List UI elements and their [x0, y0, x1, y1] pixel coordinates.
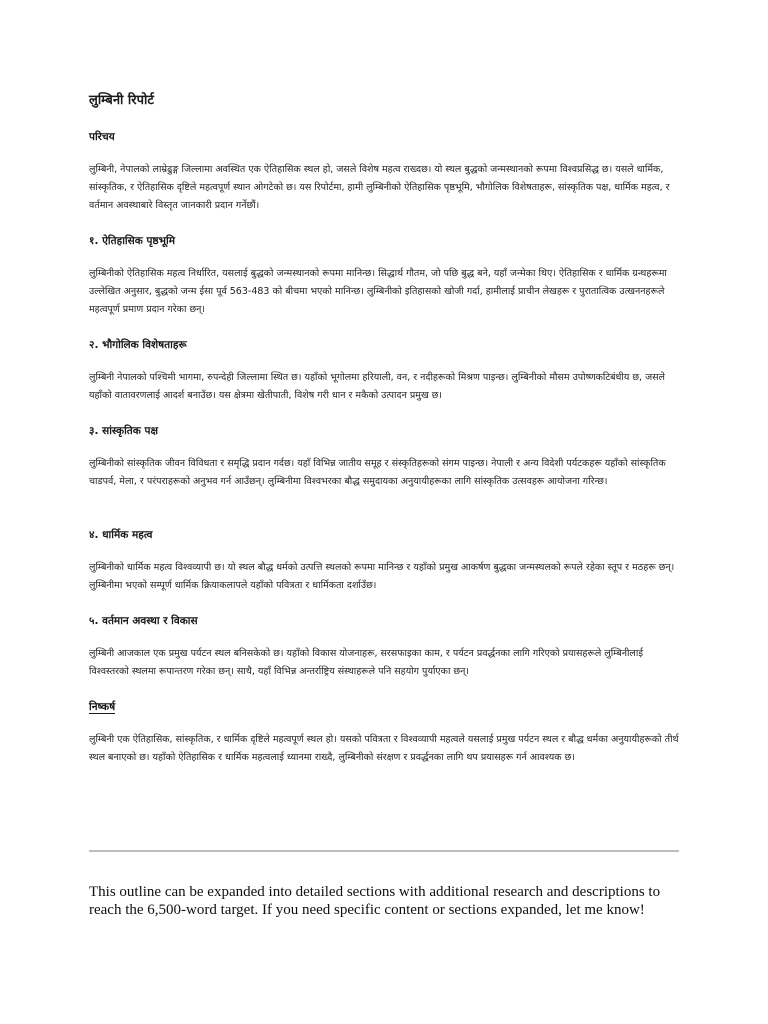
- section-historical-background: [89, 233, 679, 319]
- section-religion: [89, 527, 679, 595]
- section-introduction: [89, 129, 679, 215]
- section-body: लुम्बिनी आजकाल एक प्रमुख पर्यटन स्थल बनिसकेको छ। यहाँको विकास योजनाहरू, सरसफाइका काम, र पर्यटन प्रवर्द्धनका लागि गरिएको प्रयासहरूले लुम्बिनीलाई विश्वस्तरको स्थलमा रूपान्तरण गरेका छन्। साथै, यहाँ विभिन्न अन्तर्राष्ट्रिय संस्थाहरूले पनि सहयोग पुर्याएका छन्।: [89, 648, 643, 677]
- section-heading-text: निष्कर्ष: [89, 701, 116, 713]
- section-heading: ३. सांस्कृतिक पक्ष: [89, 425, 158, 437]
- document-title: लुम्बिनी रिपोर्ट: [89, 93, 154, 108]
- section-heading: १. ऐतिहासिक पृष्ठभूमि: [89, 235, 175, 247]
- section-heading: [89, 699, 679, 715]
- section-body: लुम्बिनीको सांस्कृतिक जीवन विविधता र समृद्धि प्रदान गर्दछ। यहाँ विभिन्न जातीय समूह र संस्कृतिहरूको संगम पाइन्छ। नेपाली र अन्य विदेशी पर्यटकहरू यहाँको सांस्कृतिक चाडपर्व, मेला, र परंपराहरूको अनुभव गर्न आउँछन्। लुम्बिनीमा विश्वभरका बौद्ध समुदायका अनुयायीहरूका लागि सांस्कृतिक उत्सवहरू आयोजना गरिन्छ।: [89, 458, 666, 487]
- section-body: लुम्बिनी, नेपालको लाम्रेढुङ्ग जिल्लामा अवस्थित एक ऐतिहासिक स्थल हो, जसले विशेष महत्व राख्दछ। यो स्थल बुद्धको जन्मस्थानको रूपमा विश्वप्रसिद्ध छ। यसले धार्मिक, सांस्कृतिक, र ऐतिहासिक दृष्टिले महत्वपूर्ण स्थान ओगटेको छ। यस रिपोर्टमा, हामी लुम्बिनीको ऐतिहासिक पृष्ठभूमि, भौगोलिक विशेषताहरू, सांस्कृतिक पक्ष, धार्मिक महत्व, र वर्तमान अवस्थाबारे विस्तृत जानकारी प्रदान गर्नेछौं।: [89, 164, 670, 211]
- section-body: लुम्बिनी एक ऐतिहासिक, सांस्कृतिक, र धार्मिक दृष्टिले महत्वपूर्ण स्थल हो। यसको पवित्रता र विश्वव्यापी महत्वले यसलाई प्रमुख पर्यटन स्थल र बौद्ध धर्मका अनुयायीहरूको तीर्थ स्थल बनाएको छ। यहाँको ऐतिहासिक र धार्मिक महत्वलाई ध्यानमा राख्दै, लुम्बिनीको संरक्षण र प्रवर्द्धनका लागि थप प्रयासहरू गर्न आवश्यक छ।: [89, 734, 679, 763]
- section-heading: ५. वर्तमान अवस्था र विकास: [89, 615, 198, 627]
- section-body: लुम्बिनीको धार्मिक महत्व विश्वव्यापी छ। यो स्थल बौद्ध धर्मको उत्पत्ति स्थलको रूपमा मानिन्छ र यहाँको प्रमुख आकर्षण बुद्धका जन्मस्थलको रूपले रहेका स्तूप र मठहरू छन्। लुम्बिनीमा भएको सम्पूर्ण धार्मिक क्रियाकलापले यहाँको पवित्रता र धार्मिकता दर्शाउँछ।: [89, 562, 675, 591]
- section-body: लुम्बिनीको ऐतिहासिक महत्व निर्धारित, यसलाई बुद्धको जन्मस्थानको रूपमा मानिन्छ। सिद्धार्थ गौतम, जो पछि बुद्ध बने, यहाँ जन्मेका थिए। ऐतिहासिक र धार्मिक ग्रन्थहरूमा उल्लेखित अनुसार, बुद्धको जन्म ईसा पूर्व 563-483 को बीचमा भएको मानिन्छ। लुम्बिनीको इतिहासको खोजी गर्दा, हामीलाई प्राचीन लेखहरू र पुरातात्विक उत्खननहरूले महत्वपूर्ण प्रमाण प्रदान गरेका छन्।: [89, 268, 667, 315]
- section-heading: ४. धार्मिक महत्व: [89, 529, 153, 541]
- report-document: [89, 92, 679, 803]
- closing-note: This outline can be expanded into detailed sections with additional research and descriptions to reach the 6,500-word target. If you need specific content or sections expanded, let me know!: [89, 884, 661, 918]
- section-heading: परिचय: [89, 131, 115, 143]
- section-geography: [89, 337, 679, 405]
- section-culture: [89, 423, 679, 509]
- section-heading: २. भौगोलिक विशेषताहरू: [89, 339, 187, 351]
- section-body: लुम्बिनी नेपालको पश्चिमी भागमा, रुपन्देही जिल्लामा स्थित छ। यहाँको भूगोलमा हरियाली, वन, र नदीहरूको मिश्रण पाइन्छ। लुम्बिनीको मौसम उपोष्णकटिबंधीय छ, जसले यहाँको वातावरणलाई आदर्श बनाउँछ। यस क्षेत्रमा खेतीपाती, विशेष गरी धान र मकैको उत्पादन प्रमुख छ।: [89, 372, 665, 401]
- section-current-status: [89, 613, 679, 681]
- section-conclusion: [89, 699, 679, 785]
- horizontal-divider: [89, 850, 679, 852]
